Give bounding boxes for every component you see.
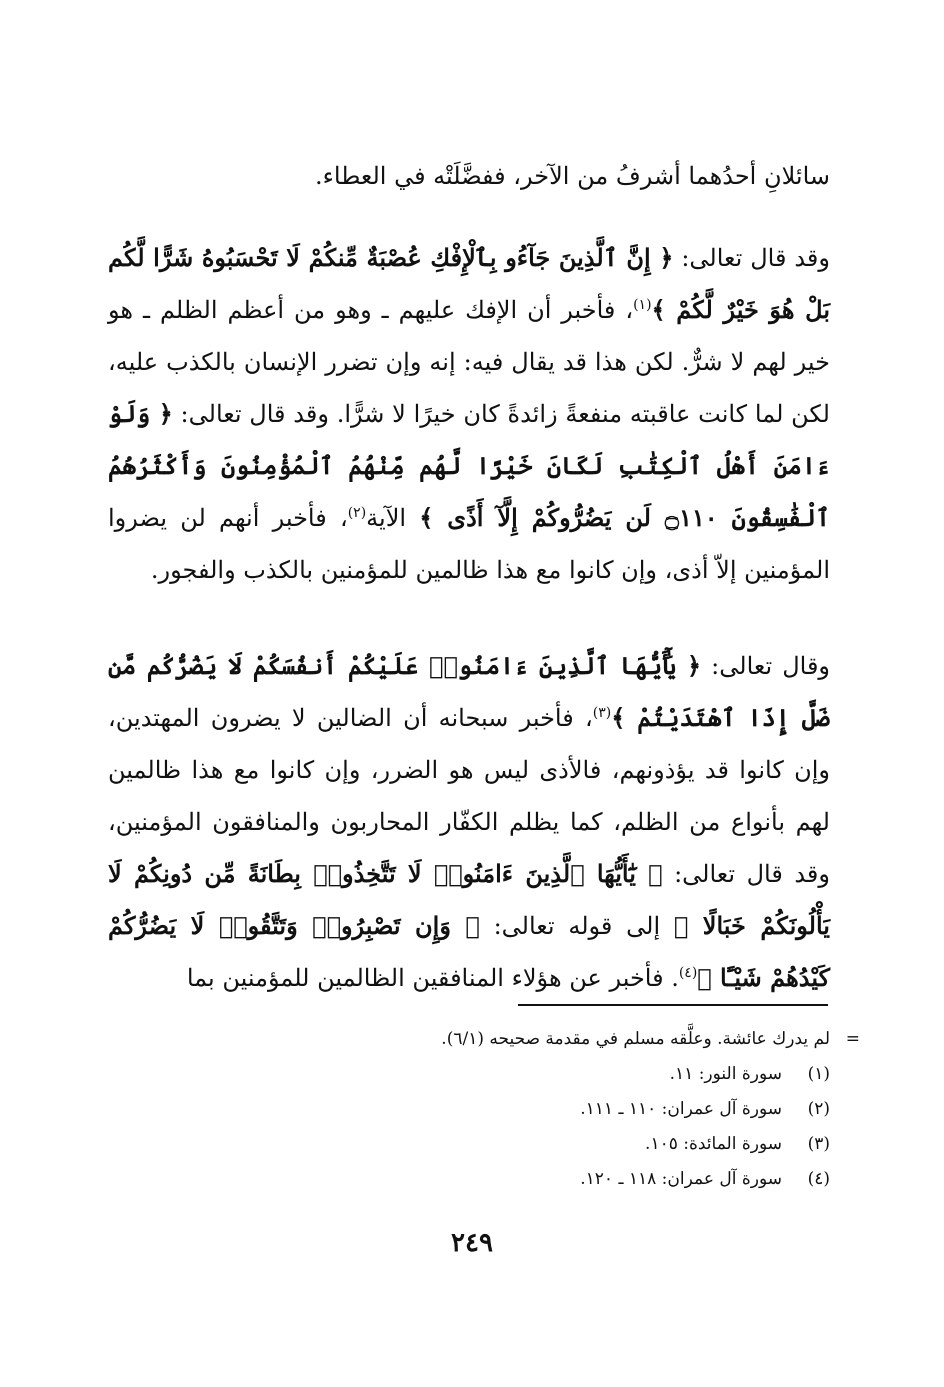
footnote-text: سورة آل عمران: ١١٠ ـ ١١١. [580,1099,782,1119]
paragraph-continuation [108,150,830,202]
body-text: إلى قوله تعالى: [479,912,674,940]
body-text: ، فأخبر أنهم لن يضروا المؤمنين إلاّ أذى، وإن كانوا مع هذا ظالمين للمؤمنين بالكذب والفجور. [108,504,830,584]
footnote-2 [300,1092,860,1127]
footnote-number: (٤) [807,1169,830,1189]
quran-verse: ﴿ وَإِن تَصْبِرُوا۟ وَتَتَّقُوا۟ لَا يَضُرُّكُمْ كَيْدُهُمْ شَيْـًٔا ﴾ [108,911,830,992]
body-text: وقد قال تعالى: [673,244,830,272]
page-number: ٢٤٩ [451,1228,493,1258]
footnote-text: لم يدرك عائشة. وعلَّقه مسلم في مقدمة صحيحه (٦/١). [441,1029,830,1049]
body-text: . فأخبر عن هؤلاء المنافقين الظالمين للمؤمنين بما [186,964,679,992]
paragraph-ifk-verse [108,232,830,596]
footnote-text: سورة آل عمران: ١١٨ ـ ١٢٠. [580,1169,782,1189]
quran-verse: ﴿ يَٰٓأَيُّهَا ٱلَّذِينَ ءَامَنُوا۟ عَلَيْكُمْ أَنفُسَكُمْ لَا يَضُرُّكُم مَّن ضَلَّ إِذَا ٱهْتَدَيْتُمْ ﴾ [108,651,830,732]
footnote-reference: (٣) [592,705,612,721]
footnote-1 [300,1057,860,1092]
footnote-carry-mark [830,1127,860,1162]
footnote-number: (٣) [807,1134,830,1154]
footnote-carry-mark [830,1162,860,1197]
footnote-reference: (١) [633,297,652,313]
quran-verse: ﴿ وَلَوْ ءَامَنَ أَهْلُ ٱلْكِتَٰبِ لَكَانَ خَيْرًا لَّهُم مِّنْهُمُ ٱلْمُؤْمِنُونَ وَأَكْثَرُهُمُ ٱلْفَٰسِقُونَ ۝١١٠ لَن يَضُرُّوكُمْ إِلَّآ أَذًى ﴾ [108,399,831,532]
footnote-3 [300,1127,860,1162]
footnote-number: (١) [807,1064,830,1084]
footnote-number: (٢) [807,1099,830,1119]
footnote-carry-mark [830,1057,860,1092]
footnote-carry-mark: = [845,1029,860,1049]
body-text: ، فأخبر سبحانه أن الضالين لا يضرون المهتدين، وإن كانوا قد يؤذونهم، فالأذى ليس هو الضرر، وإن كانوا مع هذا ظالمين لهم بأنواع من الظلم، كما يظلم الكفّار المحاربون والمنافقون المؤمنين، وقد قال تعالى: [108,704,830,888]
footnotes [300,1022,860,1197]
footnote-reference: (٢) [347,505,367,521]
body-text: الآية [366,504,420,532]
footnote-text: سورة النور: ١١. [669,1064,782,1084]
footnote-4 [300,1162,860,1197]
quran-verse: ﴿ إِنَّ ٱلَّذِينَ جَآءُو بِٱلْإِفْكِ عُصْبَةٌ مِّنكُمْ لَا تَحْسَبُوهُ شَرًّا لَّكُم بَلْ هُوَ خَيْرٌ لَّكُمْ ﴾ [108,243,830,324]
body-text: وقال تعالى: [701,652,831,680]
paragraph-hypocrites-verse [108,640,830,1004]
footnote-carry-mark [830,1092,860,1127]
footnote-continuation [300,1022,860,1057]
footnote-reference: (٤) [678,965,698,981]
footnote-text: سورة المائدة: ١٠٥. [645,1134,782,1154]
quran-verse: ﴿ يَٰٓأَيُّهَا ٱلَّذِينَ ءَامَنُوا۟ لَا تَتَّخِذُوا۟ بِطَانَةً مِّن دُونِكُمْ لَا يَأْلُونَكُمْ خَبَالًا ﴾ [108,859,830,940]
footnote-separator [518,1004,828,1006]
body-text: ، فأخبر أن الإفك عليهم ـ وهو من أعظم الظلم ـ هو خير لهم لا شرٌّ. لكن هذا قد يقال فيه: إنه وإن تضرر الإنسان بالكذب عليه، لكن لما كانت عاقبته منفعةً زائدةً كان خيرًا لا شرًّا. وقد قال تعالى: [108,296,830,428]
body-text: سائلانِ أحدُهما أشرفُ من الآخر، ففضَّلَتْه في العطاء. [314,162,830,190]
